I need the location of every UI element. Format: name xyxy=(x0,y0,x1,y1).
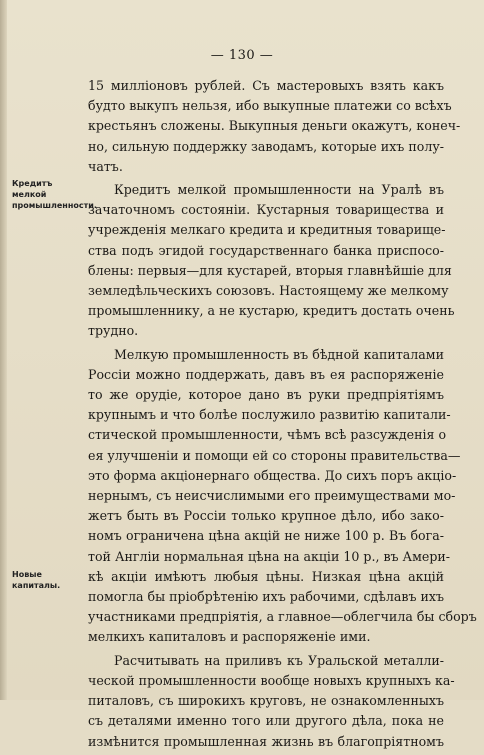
text-line: той Англіи нормальная цѣна на акціи 10 р., въ Амери- xyxy=(88,548,451,564)
text-line: ческой промышленности вообще новыхъ крупныхъ ка- xyxy=(88,672,455,688)
paragraph xyxy=(88,180,455,342)
text-line: крупнымъ и что болѣе послужило развитію капитали- xyxy=(88,407,451,423)
text-line: ства подъ эгидой государственнаго банка приспосо- xyxy=(88,242,444,258)
text-line: крестьянъ сложены. Выкупныя деньги окажутъ, конеч- xyxy=(88,118,461,134)
text-line: мелкихъ капиталовъ и распоряженіе ими. xyxy=(88,629,371,645)
text-line: участниками предпріятія, а главное—облегчила бы сборъ xyxy=(88,609,477,625)
margin-note-credit: Кредитъ мелкой промышленности. xyxy=(12,179,97,210)
text-line: ея улучшеніи и помощи ей со стороны правительства— xyxy=(88,447,461,463)
paragraph xyxy=(88,651,455,752)
text-line: 15 милліоновъ рублей. Съ мастеровыхъ взять какъ xyxy=(88,78,444,93)
text-line: жетъ быть въ Россіи только крупное дѣло, ибо зако- xyxy=(88,508,444,524)
text-line: промышленнику, а не кустарю, кредитъ достать очень xyxy=(88,303,455,319)
text-line: измѣнится промышленная жизнь въ благопріятномъ xyxy=(88,733,444,749)
text-line: нернымъ, съ неисчислимыми его преимуществами мо- xyxy=(88,488,456,504)
text-line: но, сильную поддержку заводамъ, которые ихъ полу- xyxy=(88,138,444,154)
text-line: Расчитывать на приливъ къ Уральской металли- xyxy=(114,652,444,668)
text-line: земледѣльческихъ союзовъ. Настоящему же мелкому xyxy=(88,283,449,299)
text-line: учрежденія мелкаго кредита и кредитныя товарище- xyxy=(88,222,446,238)
text-line: номъ ограничена цѣна акцій не ниже 100 р. Въ бога- xyxy=(88,528,444,544)
text-line: Кредитъ мелкой промышленности на Уралѣ въ xyxy=(114,182,444,198)
text-line: Мелкую промышленность въ бѣдной капиталами xyxy=(114,346,444,362)
text-line: блены: первыя—для кустарей, вторыя главнѣйшіе для xyxy=(88,262,452,278)
text-line: питаловъ, съ широкихъ круговъ, не ознакомленныхъ xyxy=(88,693,444,709)
text-line: чатъ. xyxy=(88,158,123,174)
text-line: кѣ акціи имѣютъ любыя цѣны. Низкая цѣна акцій xyxy=(88,568,444,584)
text-line: зачаточномъ состояніи. Кустарныя товарищества и xyxy=(88,202,444,218)
page-number: — 130 — xyxy=(210,48,274,63)
text-line: Россіи можно поддержать, давъ въ ея распоряженіе xyxy=(88,366,444,382)
margin-note-new-capital: Новые капиталы. xyxy=(12,570,61,590)
text-line: то же орудіе, которое дано въ руки предпріятіямъ xyxy=(88,387,444,403)
text-line: будто выкупъ нельзя, ибо выкупные платежи со всѣхъ xyxy=(88,98,452,114)
text-line: это форма акціонернаго общества. До сихъ поръ акціо- xyxy=(88,467,457,483)
text-line: стической промышленности, чѣмъ всѣ разсужденія о xyxy=(88,427,447,443)
paragraph xyxy=(88,76,461,177)
text-line: трудно. xyxy=(88,323,139,339)
text-line: съ деталями именно того или другого дѣла, пока не xyxy=(88,713,444,729)
body-text xyxy=(88,76,477,755)
text-line: помогла бы пріобрѣтенію ихъ рабочими, сдѣлавъ ихъ xyxy=(88,589,444,605)
paragraph xyxy=(88,345,477,648)
